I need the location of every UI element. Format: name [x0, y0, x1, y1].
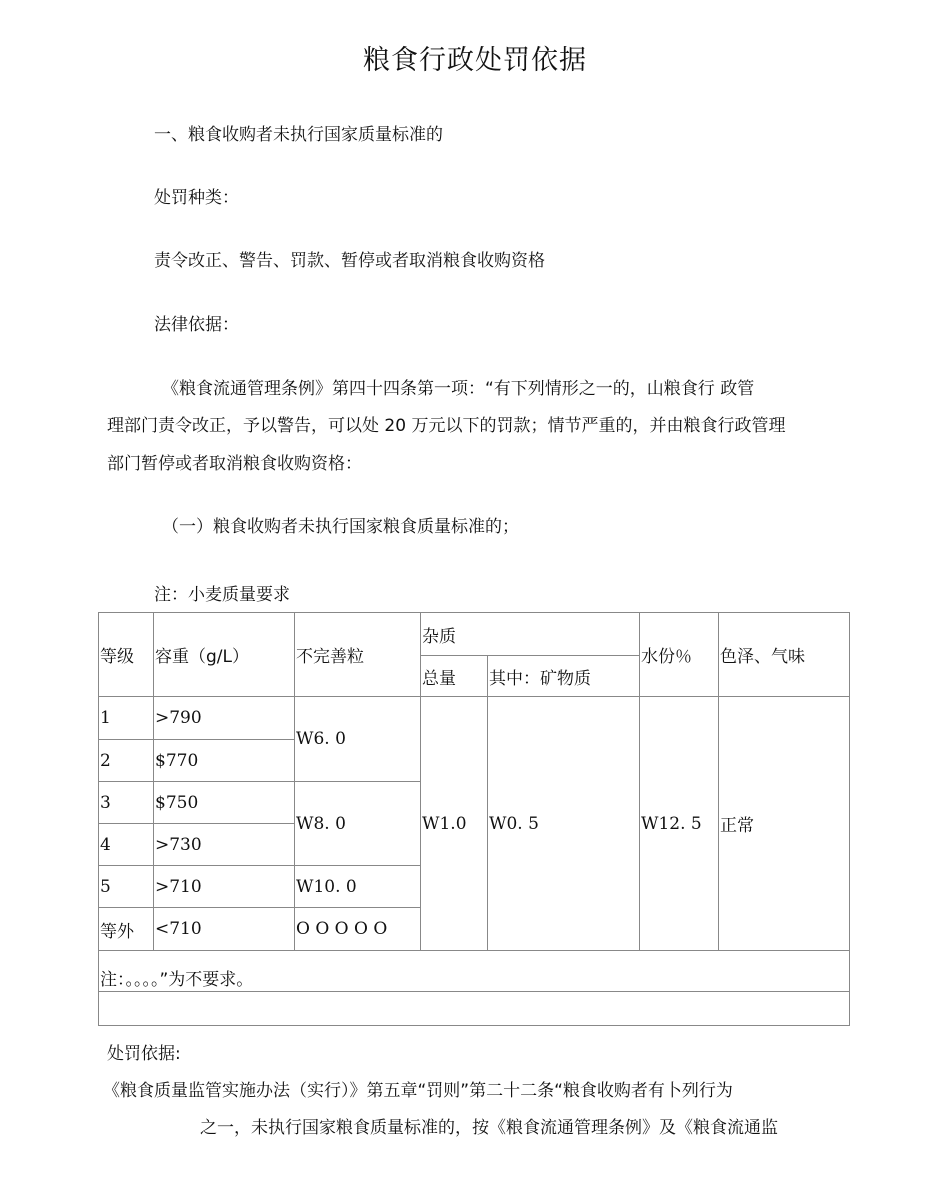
- impurity-total-cell: W1.0: [421, 697, 488, 951]
- section-heading: 一、粮食收购者未执行国家质量标准的: [154, 125, 443, 145]
- table-note-row: [99, 951, 850, 992]
- penalty-basis-line-2: 之一，未执行国家粮食质量标准的，按《粮食流通管理条例》及《粮食流通监: [200, 1118, 778, 1138]
- penalty-basis-line-1: 《粮食质量监管实施办法（实行）》第五章“罚则”第二十二条“粮食收购者有卜列行为: [103, 1081, 733, 1101]
- table-note: 注：。。。。”为不要求。: [99, 951, 850, 992]
- moisture-cell: W12. 5: [640, 697, 719, 951]
- header-grade: 等级: [99, 613, 154, 697]
- grade-cell: 5: [99, 866, 154, 908]
- legal-basis-label: 法律依据：: [154, 315, 239, 335]
- volume-weight-cell: >790: [154, 697, 295, 740]
- header-impurity-mineral: 其中：矿物质: [488, 656, 640, 697]
- wheat-quality-table: [98, 612, 850, 1026]
- header-impurity-total: 总量: [421, 656, 488, 697]
- volume-weight-cell: $750: [154, 782, 295, 824]
- header-color-odor: 色泽、气味: [719, 613, 850, 697]
- penalty-types: 责令改正、警告、罚款、暂停或者取消粮食收购资格: [154, 251, 545, 271]
- penalty-type-label: 处罚种类：: [154, 188, 239, 208]
- imperfect-cell: O O O O O: [295, 908, 421, 951]
- volume-weight-cell: <710: [154, 908, 295, 951]
- color-odor-cell: 正常: [719, 697, 850, 951]
- imperfect-cell: W10. 0: [295, 866, 421, 908]
- header-imperfect-kernels: 不完善粒: [295, 613, 421, 697]
- header-impurity: 杂质: [421, 613, 640, 656]
- penalty-basis-label: 处罚依据:: [107, 1044, 181, 1064]
- legal-text-line-2: 理部门责令改正，予以警告，可以处 20 万元以下的罚款；情节严重的，并由粮食行政管理: [107, 416, 786, 436]
- table-empty-row: [99, 992, 850, 1026]
- header-moisture: 水份％: [640, 613, 719, 697]
- legal-text-line-1: 《粮食流通管理条例》第四十四条第一项：“有下列情形之一的，山粮食行 政管: [162, 379, 755, 399]
- mineral-cell: W0. 5: [488, 697, 640, 951]
- page-title: 粮食行政处罚依据: [363, 45, 587, 76]
- legal-text-line-3: 部门暂停或者取消粮食收购资格：: [107, 454, 362, 474]
- grade-cell: 2: [99, 740, 154, 782]
- grade-cell: 等外: [99, 908, 154, 951]
- volume-weight-cell: >730: [154, 824, 295, 866]
- empty-cell: [99, 992, 850, 1026]
- table-row: [99, 697, 850, 740]
- table-caption: 注：小麦质量要求: [154, 585, 290, 605]
- grade-cell: 4: [99, 824, 154, 866]
- item-one: （一）粮食收购者未执行国家粮食质量标准的；: [162, 517, 519, 537]
- volume-weight-cell: >710: [154, 866, 295, 908]
- volume-weight-cell: $770: [154, 740, 295, 782]
- grade-cell: 3: [99, 782, 154, 824]
- imperfect-cell: W8. 0: [295, 782, 421, 866]
- grade-cell: 1: [99, 697, 154, 740]
- header-volume-weight: 容重（g/L）: [154, 613, 295, 697]
- imperfect-cell: W6. 0: [295, 697, 421, 782]
